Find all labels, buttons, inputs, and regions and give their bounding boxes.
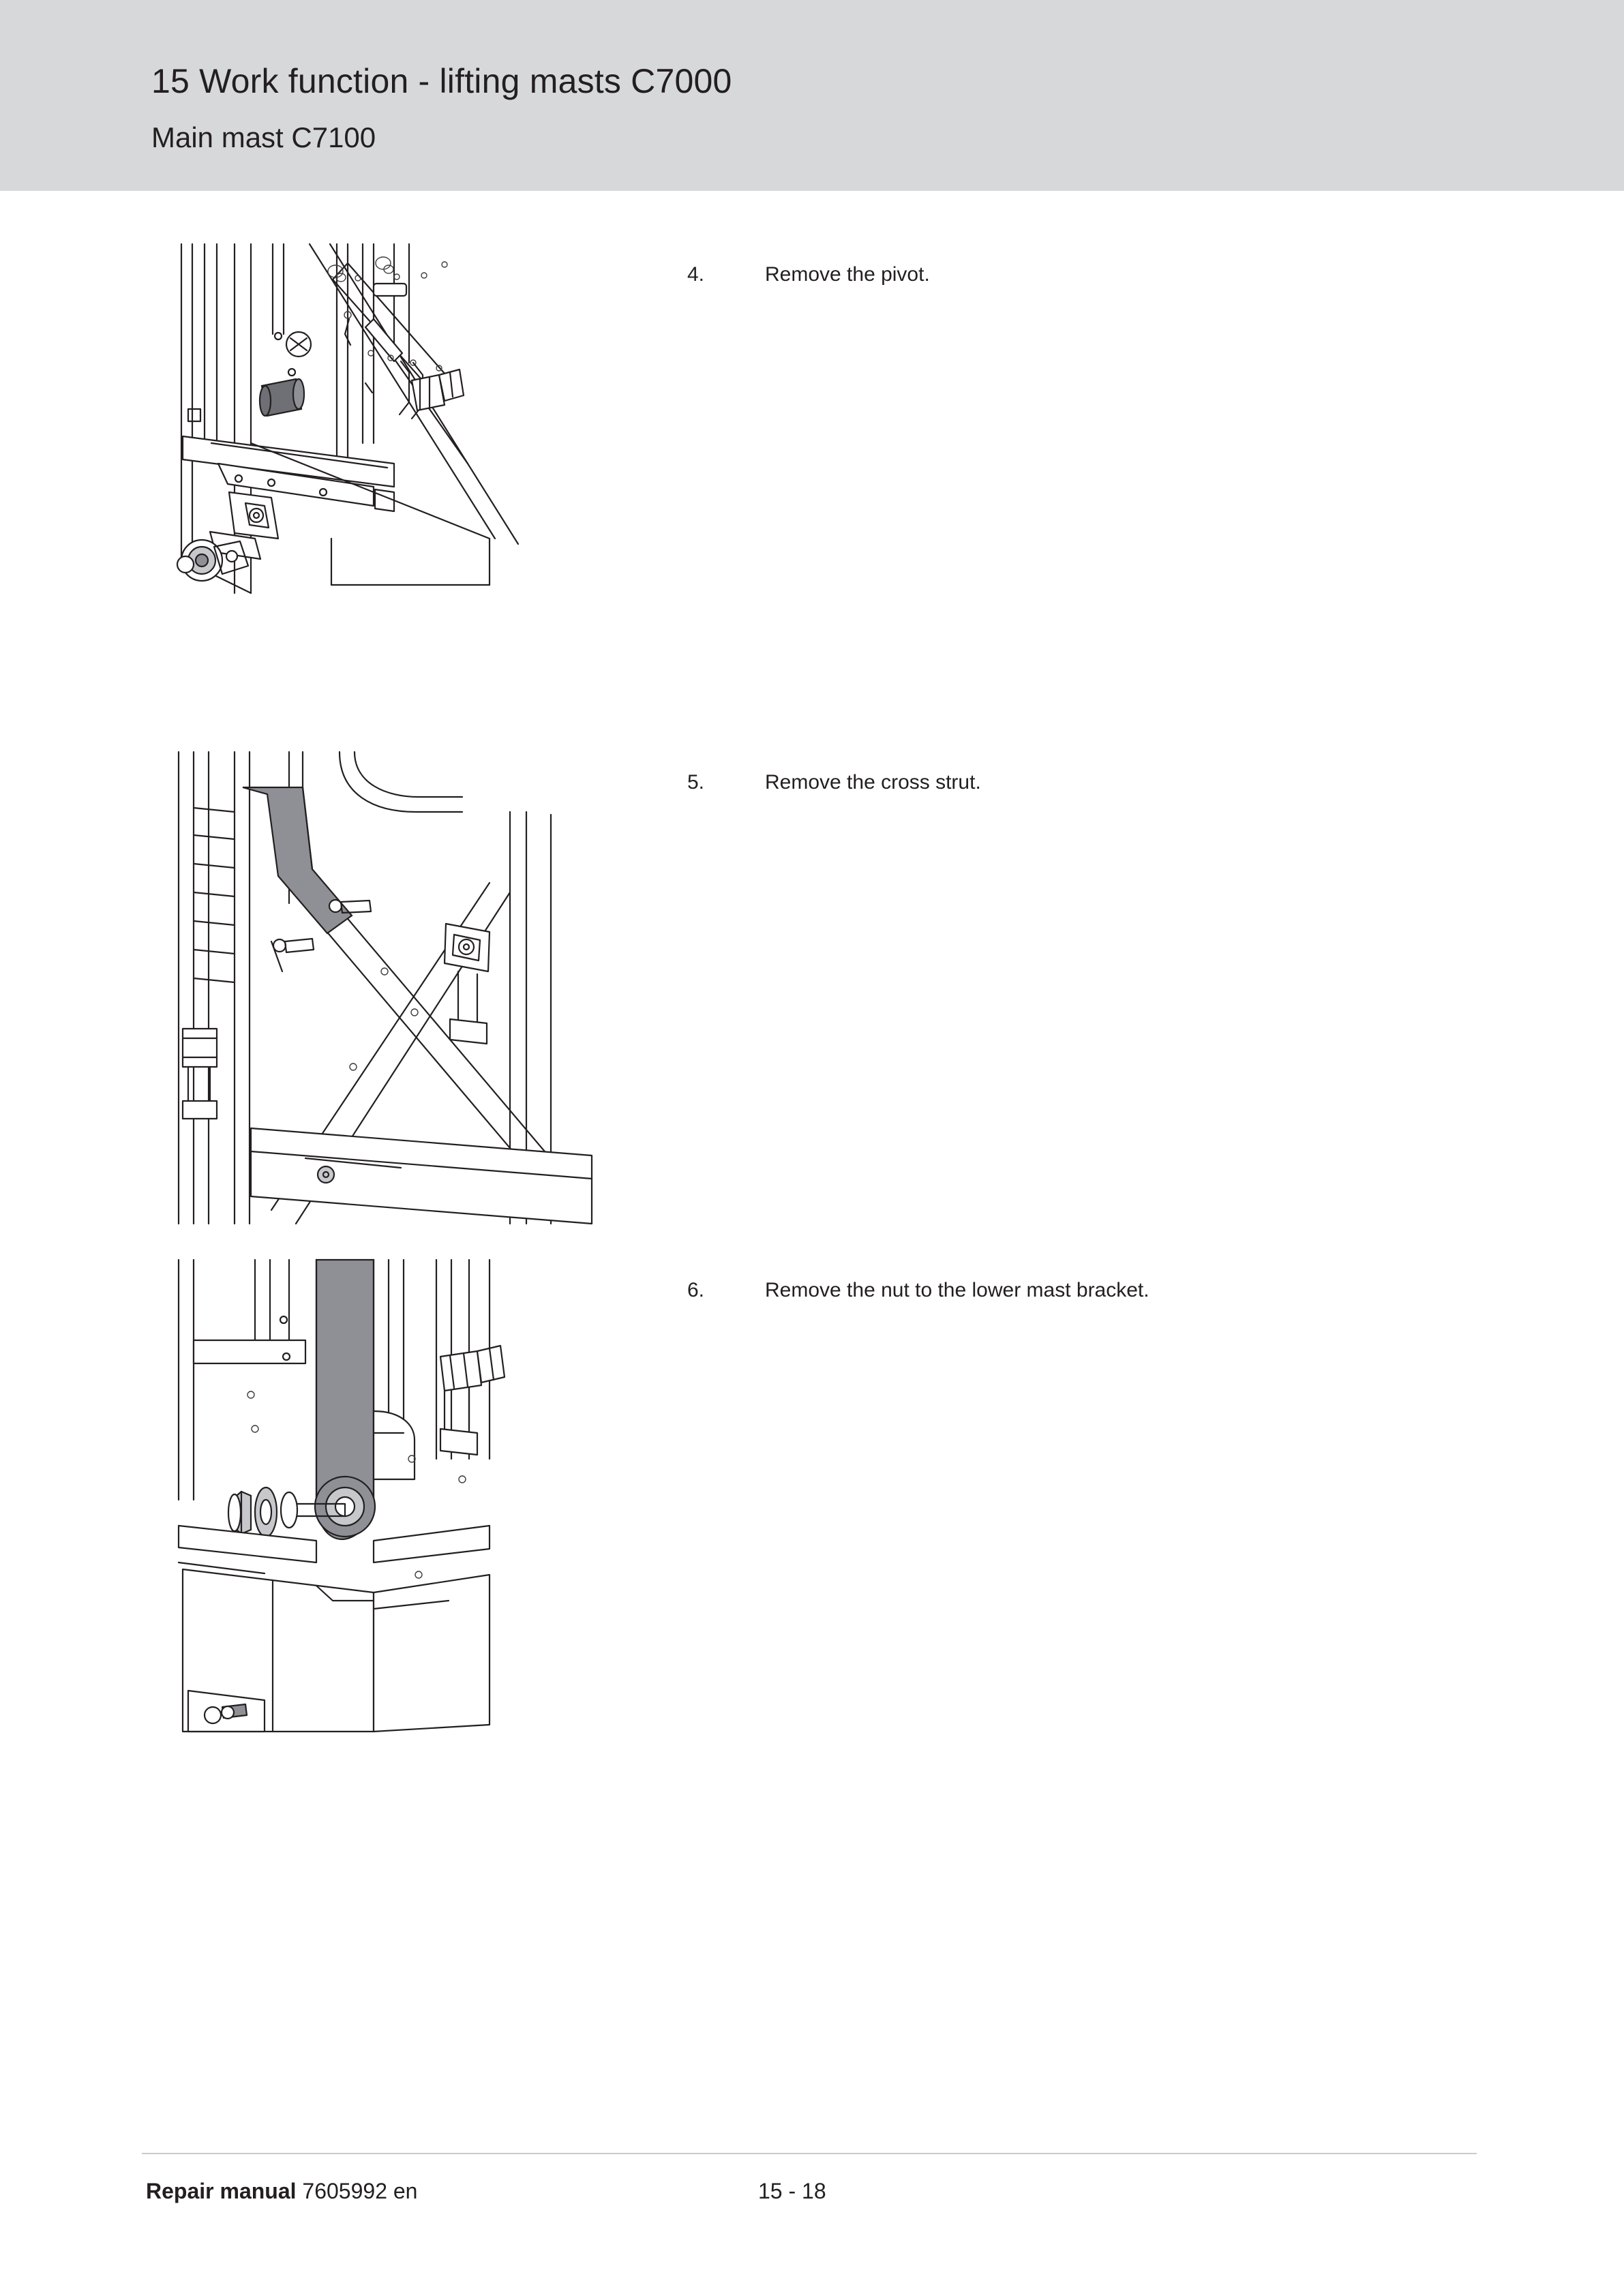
step-number-6: 6. — [687, 1279, 705, 1301]
step-number-4: 4. — [687, 263, 705, 286]
footer-page-number: 15 - 18 — [758, 2179, 826, 2203]
step-number-5: 5. — [687, 771, 705, 794]
footer-manual-label: Repair manual — [146, 2179, 297, 2203]
page-header — [0, 0, 1624, 191]
figure-pivot-removal — [169, 239, 655, 716]
figure-lower-mast-bracket-nut — [169, 1254, 640, 1745]
step-text-4: Remove the pivot. — [765, 263, 930, 286]
page-subtitle: Main mast C7100 — [151, 121, 376, 153]
page-title: 15 Work function - lifting masts C7000 — [151, 62, 732, 100]
step-text-5: Remove the cross strut. — [765, 771, 981, 794]
footer-manual-info — [146, 2179, 417, 2204]
figure-cross-strut-removal — [169, 746, 633, 1230]
footer-document-number: 7605992 en — [302, 2179, 418, 2203]
footer-divider — [142, 2153, 1477, 2154]
step-text-6: Remove the nut to the lower mast bracket. — [765, 1279, 1149, 1301]
